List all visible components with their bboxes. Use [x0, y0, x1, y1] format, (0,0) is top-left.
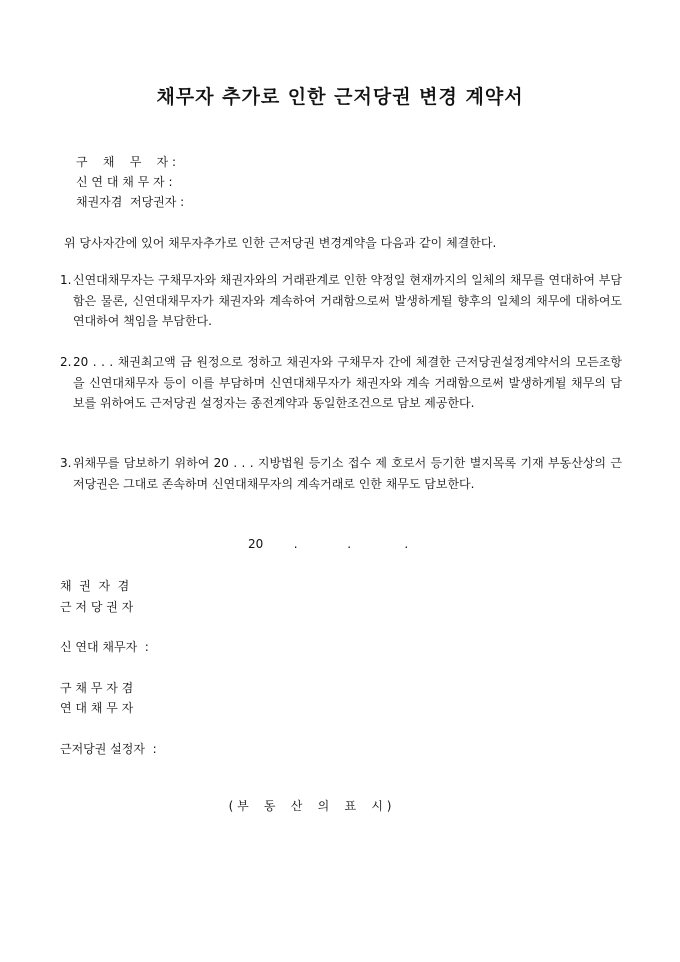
clause-1 — [60, 270, 622, 332]
intro-paragraph: 위 당사자간에 있어 채무자추가로 인한 근저당권 변경계약을 다음과 같이 체결한다. — [64, 236, 497, 250]
signatory-old-debtor-line1: 구 채 무 자 겸 — [60, 681, 134, 695]
signatory-joint-debtor: 신 연대 채무자 : — [60, 640, 149, 654]
party-creditor-mortgagee: 채권자겸 저당권자 : — [76, 195, 185, 209]
clause-text: 20 . . . 채권최고액 금 원정으로 정하고 채권자와 구채무자 간에 체결한 근저당권설정계약서의 모든조항을 신연대채무자 등이 이를 부담하며 신연대채무자가 채권자와 계속 거래함으로써 발생하게될 채무의 담보를 위하여도 근저당권 설정자는 종전계약과 동일한조건으로 담보 제공한다. — [73, 355, 622, 410]
signatory-mortgagor: 근저당권 설정자 : — [60, 742, 157, 756]
clause-number: 3. — [60, 456, 72, 470]
party-old-debtor: 구 채 무 자 : — [76, 155, 176, 169]
contract-date: 20 . . . — [248, 537, 409, 551]
clause-2 — [60, 352, 622, 414]
clause-text: 위채무를 담보하기 위하여 20 . . . 지방법원 등기소 접수 제 호로서 등기한 별지목록 기재 부동산상의 근저당권은 그대로 존속하며 신연대채무자의 계속거래로 인한 채무도 담보한다. — [73, 456, 622, 491]
party-new-joint-debtor: 신 연 대 채 무 자 : — [76, 175, 173, 189]
clause-number: 2. — [60, 355, 72, 369]
signatory-old-debtor-line2: 연 대 채 무 자 — [60, 701, 134, 715]
clause-number: 1. — [60, 273, 72, 287]
signatory-creditor-line1: 채 권 자 겸 — [60, 579, 130, 593]
document-title: 채무자 추가로 인한 근저당권 변경 계약서 — [156, 86, 524, 108]
signatory-creditor-line2: 근 저 당 권 자 — [60, 600, 134, 614]
property-heading: ( 부 동 산 의 표 시 ) — [228, 799, 392, 813]
clause-text: 신연대채무자는 구채무자와 채권자와의 거래관계로 인한 약정일 현재까지의 일체의 채무를 연대하여 부담함은 물론, 신연대채무자가 채권자와 계속하여 거래함으로써 발생하게될 향후의 일체의 채무에 대하여도 연대하여 책임을 부담한다. — [73, 273, 622, 328]
clause-3 — [60, 453, 622, 494]
